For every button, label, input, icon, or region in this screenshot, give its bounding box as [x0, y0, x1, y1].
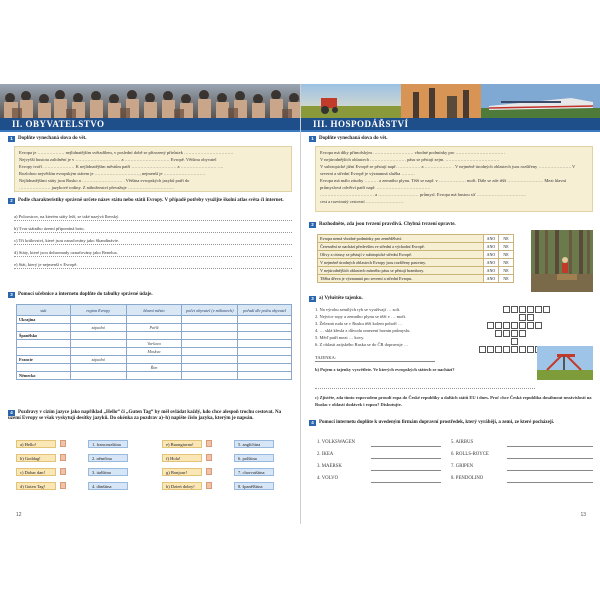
language-8: 8. španělština [234, 482, 274, 490]
greeting-h: h) Dzień dobry! [162, 482, 202, 490]
industry-photo-image [301, 84, 600, 118]
table-cell[interactable] [182, 340, 238, 348]
brand-item: 3. MAERSK [317, 464, 342, 469]
table-cell[interactable] [238, 340, 292, 348]
language-4: 4. dánština [88, 482, 128, 490]
question-line[interactable]: b) Tvar státního území připomíná botu. [14, 226, 292, 233]
table-cell[interactable] [238, 348, 292, 356]
table-cell: Francie [17, 356, 71, 364]
oil-pump-photo [537, 346, 593, 380]
table-cell[interactable] [70, 316, 126, 324]
task-2-heading-right [309, 222, 593, 228]
fill-sentence[interactable]: Evropa má málo zásoby ……… a zemního plynu. Těží se např. v ……………… moři. Dále se zde těží …………………… Mezi hlavní průmyslová odvětví patří např. ……………………………… [320, 178, 566, 190]
clue: 2. Nejvíce ropy a zemního plynu se těží v … moři. [315, 314, 407, 319]
no-option[interactable]: NE [499, 267, 514, 275]
crossword-cell[interactable] [495, 346, 502, 353]
crossword-cell[interactable] [527, 322, 534, 329]
brand-item: 1. VOLKSWAGEN [317, 440, 356, 445]
task-1-fill-box-left [14, 146, 292, 192]
brand-item: 8. PENDOLINO [451, 476, 484, 481]
answer-line[interactable] [315, 382, 535, 389]
crossword-cell[interactable] [511, 322, 518, 329]
table-row [17, 364, 292, 372]
table-cell[interactable] [182, 332, 238, 340]
crossword-cell[interactable] [503, 346, 510, 353]
textbook-spread [0, 84, 600, 524]
crossword-clues [315, 306, 465, 348]
table-cell[interactable] [126, 316, 182, 324]
table-cell: Paříž [126, 324, 182, 332]
language-6: 6. polština [234, 454, 274, 462]
task-number-badge: 2 [309, 222, 316, 228]
brand-item: 6. ROLLS-ROYCE [451, 452, 489, 457]
crossword-cell[interactable] [503, 322, 510, 329]
task-4-instruction: Pomocí internetu doplňte k uvedeným firmám dopravní prostředek, který vyrábějí, a zemi, ze které pocházejí. [319, 420, 555, 425]
crossword-cell[interactable] [495, 322, 502, 329]
language-7: 7. chorvatština [234, 468, 274, 476]
yes-option[interactable]: ANO [484, 251, 499, 259]
table-row [318, 243, 514, 251]
yes-option[interactable]: ANO [484, 243, 499, 251]
chapter-bar-left [0, 118, 300, 132]
chapter-bar-right [301, 118, 600, 132]
table-cell[interactable] [238, 372, 292, 380]
table-row [17, 316, 292, 324]
table-cell[interactable] [70, 372, 126, 380]
table-cell[interactable] [126, 372, 182, 380]
crossword-cell[interactable] [519, 346, 526, 353]
table-cell[interactable] [17, 348, 71, 356]
fill-sentence[interactable]: Evropa je ……………… nejlidnatějším světadílem, v poslední době se přirozený přírůstek …………………………… [19, 150, 234, 155]
yes-option[interactable]: ANO [484, 275, 499, 283]
table-cell[interactable] [182, 324, 238, 332]
statement: Olivy a citrusy se pěstují v subtropické střední Evropě. [318, 251, 484, 259]
brand-item: 4. VOLVO [317, 476, 339, 481]
table-row [17, 340, 292, 348]
answer-box[interactable] [206, 454, 212, 461]
column-header: pořadí dle počtu obyvatel [238, 305, 292, 316]
page-number-left: 12 [16, 512, 22, 518]
chapter-title-right: III. HOSPODÁŘSTVÍ [313, 119, 409, 129]
language-3: 3. italština [88, 468, 128, 476]
task-number-badge: 4 [309, 420, 316, 426]
table-row [318, 251, 514, 259]
crowd-photo-image [0, 84, 300, 118]
clue: 3. Železná ruda se v Rusku těží kolem pohoří … [315, 321, 403, 326]
no-option[interactable]: NE [499, 243, 514, 251]
crossword-cell[interactable] [511, 306, 518, 313]
crossword-cell[interactable] [543, 306, 550, 313]
answer-box[interactable] [60, 482, 66, 489]
table-row [17, 356, 292, 364]
answer-line[interactable] [507, 440, 593, 447]
language-2: 2. němčina [88, 454, 128, 462]
task-number-badge: 4 [8, 410, 15, 416]
crossword-cell[interactable] [495, 330, 502, 337]
statement: V nejúrodnějších oblastech mírného pásu se pěstují brambory. [318, 267, 484, 275]
greeting-f: f) Hola! [162, 454, 202, 462]
table-cell: Řím [126, 364, 182, 372]
task-number-badge: 1 [309, 136, 316, 142]
task-3-instruction: a) Vyluštěte tajenku. [319, 296, 363, 301]
statement: Těžba dřeva je významná pro severní a střední Evropu. [318, 275, 484, 283]
greeting-e: e) Buongiorno! [162, 440, 202, 448]
table-row [17, 372, 292, 380]
clue: 5. Měď patří mezi … kovy. [315, 335, 365, 340]
question-line[interactable]: d) Státy, které jsou dohromady označovány jako Benelux. [14, 250, 292, 257]
task-1-heading-left [8, 136, 292, 142]
brand-item: 5. AIRBUS [451, 440, 474, 445]
table-cell[interactable] [126, 332, 182, 340]
table-cell[interactable] [182, 348, 238, 356]
table-row [17, 324, 292, 332]
table-cell: západní [70, 356, 126, 364]
table-cell: Varšava [126, 340, 182, 348]
statement: V nejméně úrodných oblastech Evropy jsou rozšířeny pastviny. [318, 259, 484, 267]
fill-sentence[interactable]: V nejúrodnějších oblastech …………………… pásu se pěstují zejm. ……………………………… [320, 157, 500, 162]
chapter-title-left: II. OBYVATELSTVO [12, 119, 105, 129]
task-1-instruction: Doplňte vynechaná slova do vět. [319, 136, 388, 141]
fill-sentence[interactable]: Nejvyšší hustota zalidnění je v ………………………… a ………………………… Evropě. Většinu obyvatel [19, 157, 217, 162]
column-header: stát [17, 305, 71, 316]
answer-box[interactable] [60, 454, 66, 461]
clue: 4. … sklá křesla z důvodu omezení hornin průmyslu. [315, 328, 411, 333]
crossword-cell[interactable] [535, 306, 542, 313]
table-cell[interactable] [17, 340, 71, 348]
answer-box[interactable] [60, 468, 66, 475]
crossword-cell[interactable] [519, 322, 526, 329]
no-option[interactable]: NE [499, 259, 514, 267]
brand-item: 7. GRIPEN [451, 464, 474, 469]
industry-photo [301, 84, 600, 118]
yes-option[interactable]: ANO [484, 235, 499, 243]
table-cell: Ukrajina [17, 316, 71, 324]
greeting-d: d) Guten Tag! [16, 482, 56, 490]
task-2-instruction: Rozhodněte, zda jsou tvrzení pravdivá. Chybná tvrzení opravte. [319, 222, 456, 227]
task-3b-instruction: b) Pojem z tajenky vysvětlete. Ve kterých evropských státech se nachází? [315, 367, 455, 372]
brand-item: 2. IKEA [317, 452, 334, 457]
answer-box[interactable] [206, 468, 212, 475]
task-4-heading-left [8, 410, 292, 422]
yes-option[interactable]: ANO [484, 267, 499, 275]
answer-line[interactable] [371, 464, 441, 471]
table-cell: západní [70, 324, 126, 332]
page-number-right: 13 [580, 512, 586, 518]
table-cell[interactable] [238, 316, 292, 324]
crossword-cell[interactable] [511, 346, 518, 353]
true-false-table [317, 234, 514, 283]
crossword-cell[interactable] [519, 314, 526, 321]
secret-label[interactable]: TAJENKA: [315, 354, 435, 362]
table-cell[interactable] [17, 324, 71, 332]
task-3-instruction: Pomocí učebnice a internetu doplňte do tabulky správné údaje. [18, 292, 153, 297]
forest-photo [531, 230, 593, 292]
task-number-badge: 3 [309, 296, 316, 302]
crossword-cell[interactable] [503, 330, 510, 337]
task-number-badge: 1 [8, 136, 15, 142]
task-number-badge: 3 [8, 292, 15, 298]
column-header: počet obyvatel (v milionech) [182, 305, 238, 316]
crossword-cell[interactable] [511, 330, 518, 337]
task-2-heading-left [8, 198, 292, 204]
table-cell[interactable] [70, 340, 126, 348]
table-cell: Německo [17, 372, 71, 380]
fill-sentence[interactable]: Rozlohou největším evropským státem je …………………………, nejmenší je ………………………. [19, 171, 206, 176]
fill-sentence[interactable]: Evropy tvoří ………………… K nejlidnatějším městům patří ………………………… a …………………… …. [19, 164, 224, 169]
no-option[interactable]: NE [499, 275, 514, 283]
table-row [17, 348, 292, 356]
table-cell: Španělsko [17, 332, 71, 340]
task-1-fill-box-right [315, 146, 593, 212]
table-cell[interactable] [70, 364, 126, 372]
clue: 1. Na výrobu semílých ryb se využívají … soli. [315, 307, 401, 312]
answer-line[interactable] [507, 452, 593, 459]
crossword-cell[interactable] [511, 338, 518, 345]
crossword-cell[interactable] [519, 306, 526, 313]
answer-line[interactable] [507, 464, 593, 471]
greeting-a: a) Hello! [16, 440, 56, 448]
fill-sentence[interactable]: cest a rozvinutý cestovní ……………………. [320, 199, 403, 204]
forest-photo-image [531, 230, 593, 292]
fill-sentence[interactable]: ……………………………… a ……………………… průmysl. Evropa má hustou síť …………………………… [320, 192, 527, 197]
table-cell[interactable] [182, 316, 238, 324]
answer-box[interactable] [206, 440, 212, 447]
table-row [318, 267, 514, 275]
task-4-heading-right [309, 420, 593, 426]
fill-sentence[interactable]: V subtropické jižní Evropě se pěstují např. …………… a ……………… . V nejméně úrodných oblastech jsou rozšířeny …………………. V severní a střední Evropě je významná služba ……… [320, 164, 576, 176]
answer-line[interactable] [371, 440, 441, 447]
crowd-photo [0, 84, 300, 118]
greeting-c: c) Dobar dan! [16, 468, 56, 476]
table-cell[interactable] [126, 356, 182, 364]
statement: Evropa nemá vhodné podmínky pro zemědělství. [318, 235, 484, 243]
answer-line[interactable] [371, 476, 441, 483]
no-option[interactable]: NE [499, 251, 514, 259]
table-row [318, 275, 514, 283]
table-cell[interactable] [238, 364, 292, 372]
table-cell[interactable] [238, 324, 292, 332]
table-row [318, 259, 514, 267]
statement: Čeresnění se nachází především ve střední a východní Evropě. [318, 243, 484, 251]
crossword-cell[interactable] [527, 314, 534, 321]
greeting-b: b) Goddag! [16, 454, 56, 462]
oil-pump-photo-image [537, 346, 593, 380]
table-cell[interactable] [17, 364, 71, 372]
question-line[interactable]: e) Stát, který je nejmenší v Evropě. [14, 262, 292, 269]
task-1-instruction: Doplňte vynechaná slova do vět. [18, 136, 87, 141]
crossword-cell[interactable] [519, 330, 526, 337]
task-number-badge: 2 [8, 198, 15, 204]
table-cell[interactable] [182, 372, 238, 380]
table-cell: Moskva [126, 348, 182, 356]
fill-sentence[interactable]: Evropa má díky přímořským ……………………… vhodné podmínky pro …………………………… [320, 150, 505, 155]
column-header: region Evropy [70, 305, 126, 316]
table-row [17, 332, 292, 340]
crossword-cell[interactable] [487, 346, 494, 353]
answer-box[interactable] [60, 440, 66, 447]
column-header: hlavní město [126, 305, 182, 316]
table-cell[interactable] [182, 364, 238, 372]
crossword-cell[interactable] [535, 322, 542, 329]
fill-sentence[interactable]: ………………… jazykové rodiny. Z náboženství převažuje …………………………. [19, 185, 174, 190]
language-1: 1. francouzština [88, 440, 128, 448]
table-cell[interactable] [238, 332, 292, 340]
task-2-instruction: Podle charakteristiky správně určete název státu nebo států Evropy. V případě potřeby využijte školní atlas světa či internet. [18, 198, 284, 203]
task-4-instruction: Pozdravy v cizím jazyce jako například „Hello“ či „Guten Tag“ by měl ovládat každý, kdo chce alespoň trochu cestovat. Na území Evropy se však vyskytují desítky jazyků. Do okénka za pozdrav a)–h) napište číslo jazyka, kterým je napsán. [8, 410, 282, 421]
question-line[interactable]: a) Poloostrov, na kterém státy leží, se také nazývá Iberský. [14, 214, 292, 221]
right-page [300, 84, 600, 524]
table-cell[interactable] [70, 332, 126, 340]
answer-line[interactable] [371, 452, 441, 459]
countries-table [16, 304, 292, 380]
table-cell[interactable] [70, 348, 126, 356]
crossword-cell[interactable] [527, 306, 534, 313]
clue: 6. Z oblasti azijského Ruska se do ČR dopravuje … [315, 342, 409, 347]
left-page [0, 84, 300, 524]
crossword-cell[interactable] [487, 322, 494, 329]
crossword-cell[interactable] [527, 346, 534, 353]
task-3-heading-left [8, 292, 292, 298]
no-option[interactable]: NE [499, 235, 514, 243]
table-cell[interactable] [238, 356, 292, 364]
table-row [318, 235, 514, 243]
language-5: 5. angličtina [234, 440, 274, 448]
greeting-g: g) Bonjour! [162, 468, 202, 476]
table-cell[interactable] [182, 356, 238, 364]
crossword-cell[interactable] [503, 306, 510, 313]
answer-box[interactable] [206, 482, 212, 489]
question-line[interactable]: c) Tři království, které jsou označovány jako Skandinávie. [14, 238, 292, 245]
fill-sentence[interactable]: Nejlidnatějšími státy jsou Rusko a ……………………… . Většina evropských jazyků patří do [19, 178, 190, 183]
answer-line[interactable] [507, 476, 593, 483]
task-3-heading-right [309, 296, 593, 302]
task-3c-instruction: c) Zjistěte, zda tímto ropovodem proudí ropa do České republiky a dalších států EU i dnes. Proč chce Česká republika dosáhnout nezávislosti na Rusku v oblasti dodávek i ropou? Diskutujte. [315, 395, 592, 407]
yes-option[interactable]: ANO [484, 259, 499, 267]
task-1-heading-right [309, 136, 593, 142]
crossword-cell[interactable] [479, 346, 486, 353]
